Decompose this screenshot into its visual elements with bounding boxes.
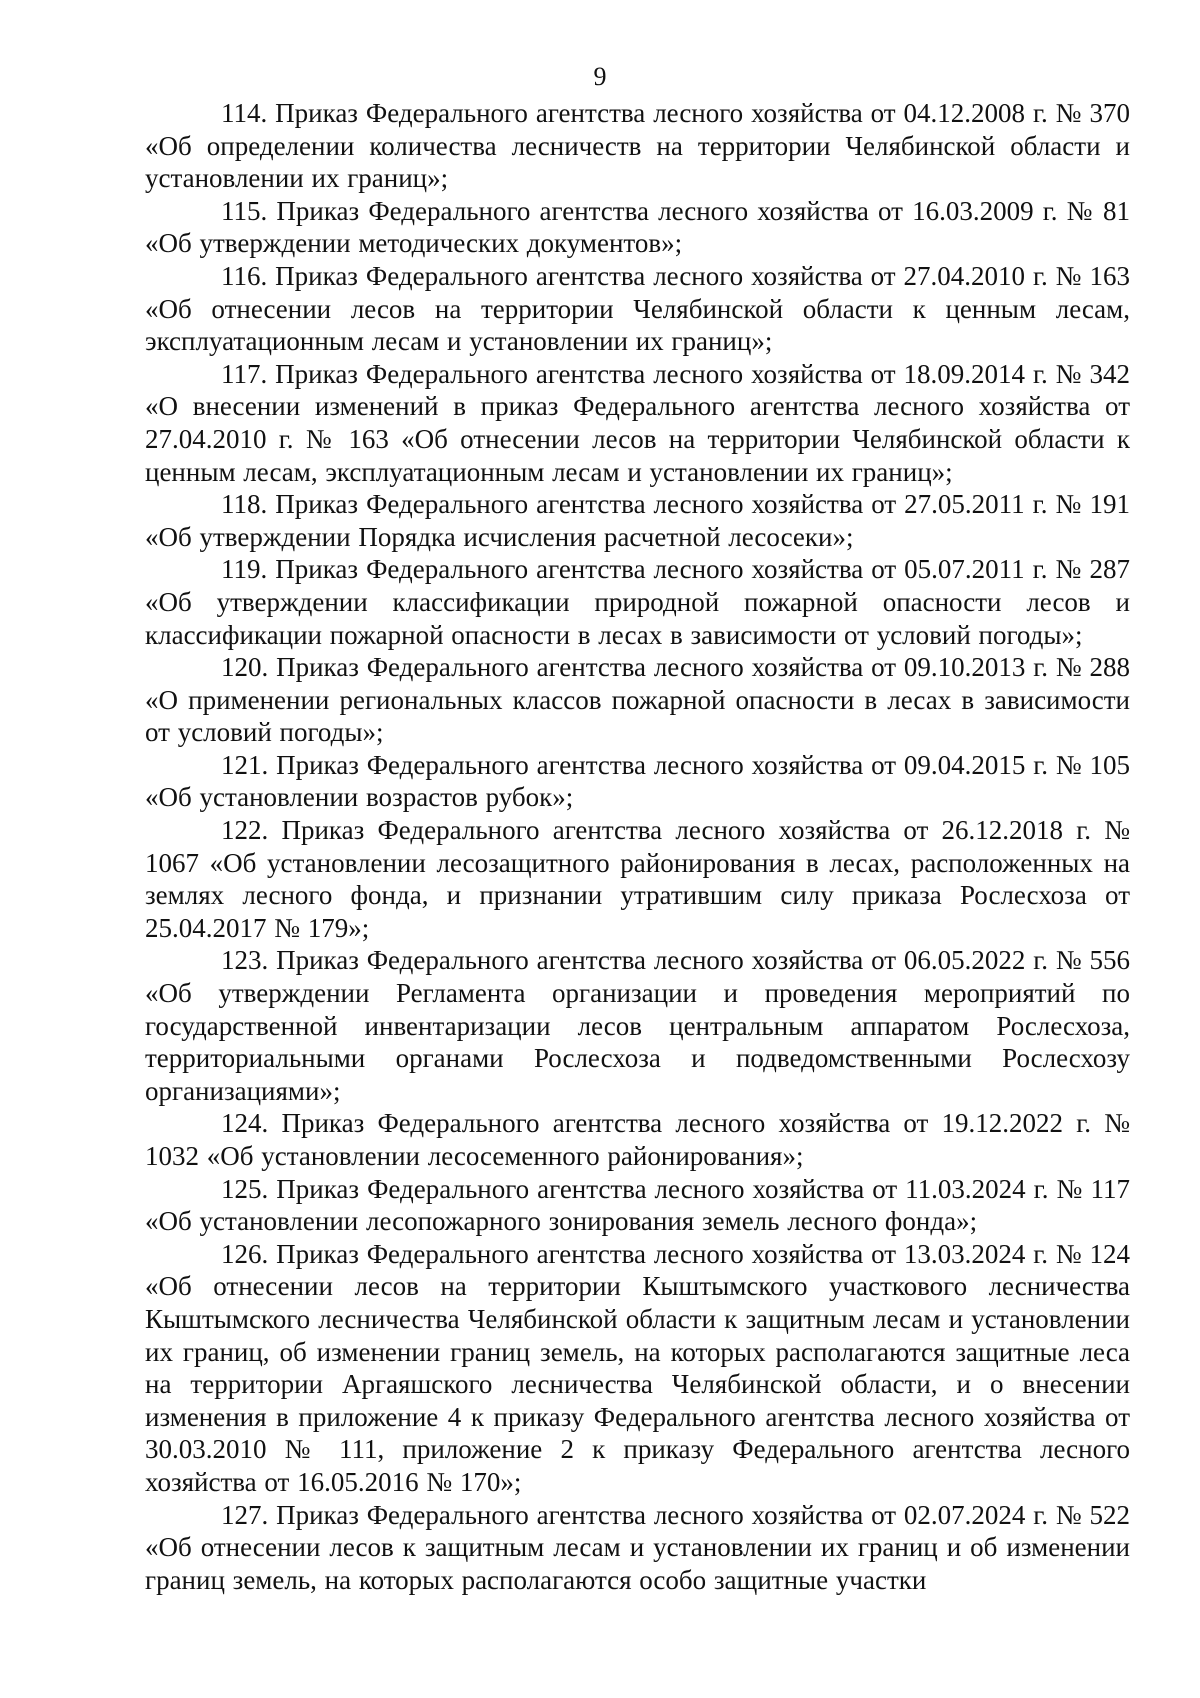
list-item: 117. Приказ Федерального агентства лесного хозяйства от 18.09.2014 г. № 342 «О внесении изменений в приказ Федерального агентства лесного хозяйства от 27.04.2010 г. № 163 «Об отнесении лесов на территории Челябинской области к ценным лесам, эксплуатационным лесам и установлении их границ»; xyxy=(145,358,1130,487)
page-number: 9 xyxy=(593,62,607,91)
list-item: 124. Приказ Федерального агентства лесного хозяйства от 19.12.2022 г. № 1032 «Об установлении лесосеменного районирования»; xyxy=(145,1108,1130,1171)
list-item: 127. Приказ Федерального агентства лесного хозяйства от 02.07.2024 г. № 522 «Об отнесении лесов к защитным лесам и установлении их границ и об изменении границ земель, на которых располагаются особо защитные участки xyxy=(145,1499,1130,1595)
list-item: 118. Приказ Федерального агентства лесного хозяйства от 27.05.2011 г. № 191 «Об утверждении Порядка исчисления расчетной лесосеки»; xyxy=(145,489,1130,552)
list-item: 115. Приказ Федерального агентства лесного хозяйства от 16.03.2009 г. № 81 «Об утверждении методических документов»; xyxy=(145,195,1130,259)
list-item: 126. Приказ Федерального агентства лесного хозяйства от 13.03.2024 г. № 124 «Об отнесении лесов на территории Кыштымского участкового лесничества Кыштымского лесничества Челябинской области к защитным лесам и установлении их границ, об изменении границ земель, на которых располагаются защитные леса на территории Аргаяшского лесничества Челябинской области, и о внесении изменения в приложение 4 к приказу Федерального агентства лесного хозяйства от 30.03.2010 № 111, приложение 2 к приказу Федерального агентства лесного хозяйства от 16.05.2016 № 170»; xyxy=(145,1238,1130,1497)
document-body xyxy=(145,97,1130,1596)
list-item: 114. Приказ Федерального агентства лесного хозяйства от 04.12.2008 г. № 370 «Об определении количества лесничеств на территории Челябинской области и установлении их границ»; xyxy=(145,98,1130,194)
list-item: 119. Приказ Федерального агентства лесного хозяйства от 05.07.2011 г. № 287 «Об утверждении классификации природной пожарной опасности лесов и классификации пожарной опасности в лесах в зависимости от условий погоды»; xyxy=(145,554,1130,650)
list-item: 125. Приказ Федерального агентства лесного хозяйства от 11.03.2024 г. № 117 «Об установлении лесопожарного зонирования земель лесного фонда»; xyxy=(145,1173,1130,1237)
list-item: 122. Приказ Федерального агентства лесного хозяйства от 26.12.2018 г. № 1067 «Об установлении лесозащитного районирования в лесах, расположенных на землях лесного фонда, и признании утратившим силу приказа Рослесхоза от 25.04.2017 № 179»; xyxy=(145,815,1130,943)
list-item: 120. Приказ Федерального агентства лесного хозяйства от 09.10.2013 г. № 288 «О применении региональных классов пожарной опасности в лесах в зависимости от условий погоды»; xyxy=(145,652,1130,748)
list-item: 121. Приказ Федерального агентства лесного хозяйства от 09.04.2015 г. № 105 «Об установлении возрастов рубок»; xyxy=(145,749,1130,813)
list-item: 123. Приказ Федерального агентства лесного хозяйства от 06.05.2022 г. № 556 «Об утверждении Регламента организации и проведения мероприятий по государственной инвентаризации лесов центральным аппаратом Рослесхоза, территориальными органами Рослесхоза и подведомственными Рослесхозу организациями»; xyxy=(145,945,1130,1106)
list-item: 116. Приказ Федерального агентства лесного хозяйства от 27.04.2010 г. № 163 «Об отнесении лесов на территории Челябинской области к ценным лесам, эксплуатационным лесам и установлении их границ»; xyxy=(145,260,1130,357)
